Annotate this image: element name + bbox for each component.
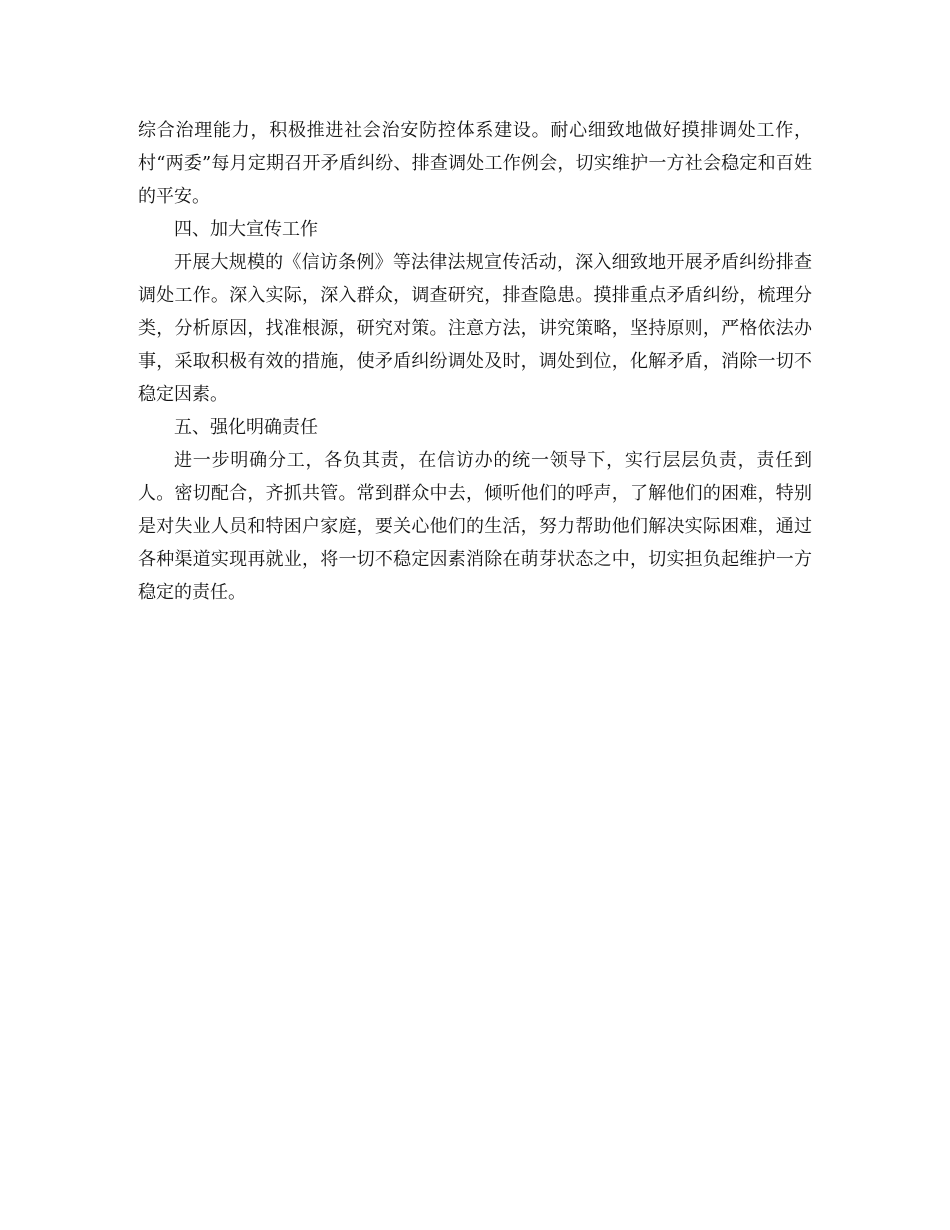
document-body [138, 114, 812, 609]
section-heading-5: 五、强化明确责任 [174, 417, 318, 438]
section-heading-4: 四、加大宣传工作 [174, 219, 318, 240]
paragraph-publicity: 开展大规模的《信访条例》等法律法规宣传活动，深入细致地开展矛盾纠纷排查调处工作。深入实际，深入群众，调查研究，排查隐患。摸排重点矛盾纠纷，梳理分类，分析原因，找准根源，研究对策。注意方法，讲究策略，坚持原则，严格依法办事，采取积极有效的措施，使矛盾纠纷调处及时，调处到位，化解矛盾，消除一切不稳定因素。 [138, 252, 812, 405]
paragraph-continuation: 综合治理能力，积极推进社会治安防控体系建设。耐心细致地做好摸排调处工作，村“两委”每月定期召开矛盾纠纷、排查调处工作例会，切实维护一方社会稳定和百姓的平安。 [138, 120, 812, 207]
paragraph-responsibility: 进一步明确分工，各负其责，在信访办的统一领导下，实行层层负责，责任到人。密切配合，齐抓共管。常到群众中去，倾听他们的呼声，了解他们的困难，特别是对失业人员和特困户家庭，要关心他们的生活，努力帮助他们解决实际困难，通过各种渠道实现再就业，将一切不稳定因素消除在萌芽状态之中，切实担负起维护一方稳定的责任。 [138, 450, 812, 603]
